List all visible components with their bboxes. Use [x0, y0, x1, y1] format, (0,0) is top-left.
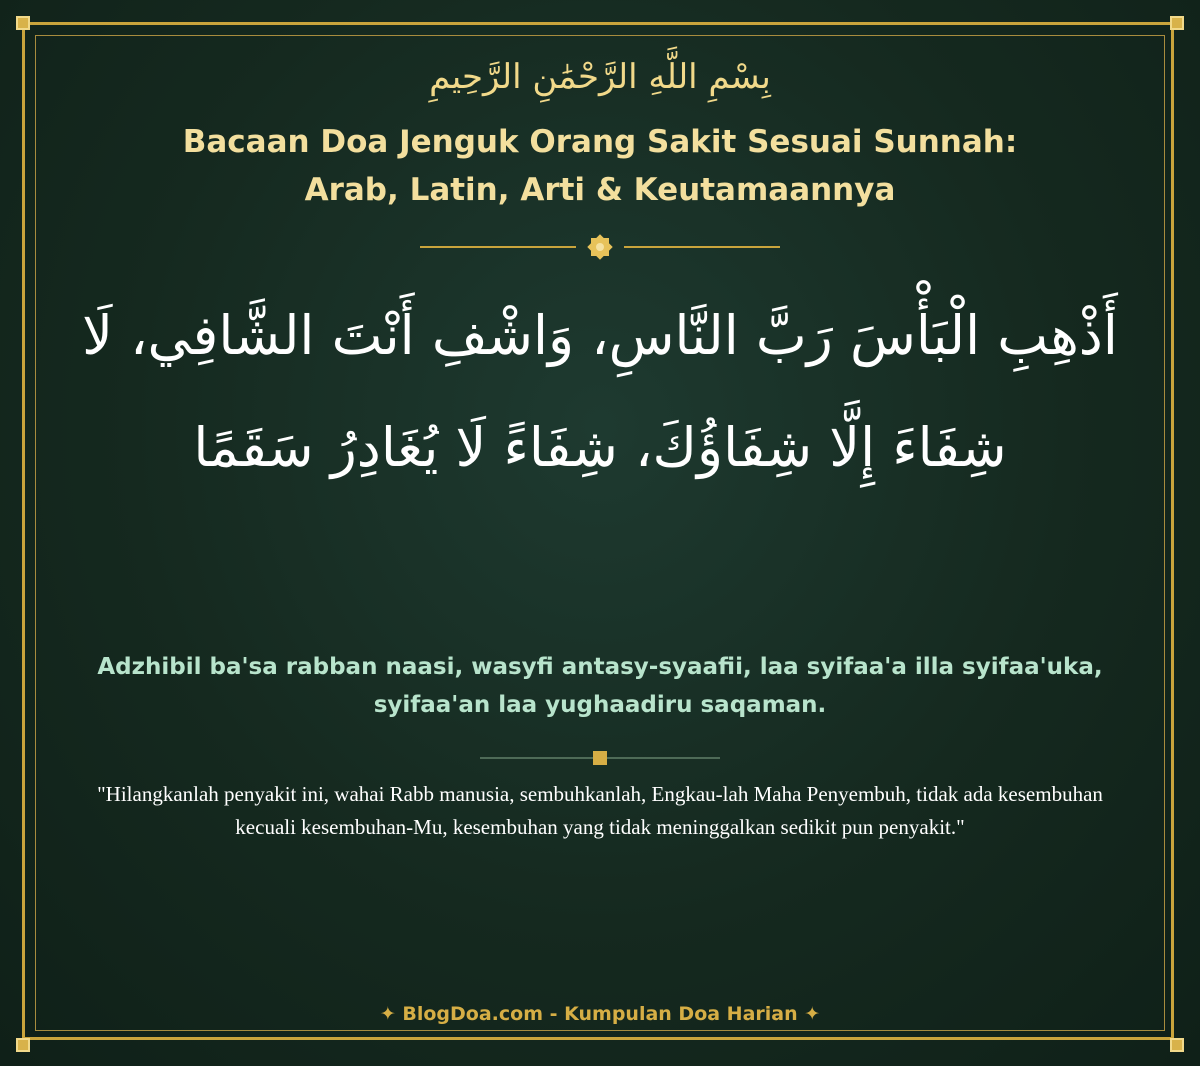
- top-divider: [420, 232, 780, 262]
- eight-point-star-icon: [587, 234, 612, 259]
- corner-ornament-icon: [1170, 16, 1184, 30]
- dua-latin-transliteration: Adzhibil ba'sa rabban naasi, wasyfi antasy-syaafii, laa syifaa'a illa syifaa'uka, syifaa'an laa yughaadiru saqaman.: [97, 654, 1103, 718]
- bottom-divider: [480, 748, 720, 768]
- title-line-1: Bacaan Doa Jenguk Orang Sakit Sesuai Sunnah:: [182, 124, 1018, 160]
- diamond-square-icon: [593, 751, 607, 765]
- dua-arabic-text: أَذْهِبِ الْبَأْسَ رَبَّ النَّاسِ، وَاشْفِ أَنْتَ الشَّافِي، لَا شِفَاءَ إِلَّا شِفَاؤُكَ، شِفَاءً لَا يُغَادِرُ سَقَمًا: [82, 304, 1118, 479]
- corner-ornament-icon: [1170, 1038, 1184, 1052]
- title-line-2: Arab, Latin, Arti & Keutamaannya: [304, 172, 896, 208]
- dua-translation: "Hilangkanlah penyakit ini, wahai Rabb manusia, sembuhkanlah, Engkau-lah Maha Penyembuh, tidak ada kesembuhan kecuali kesembuhan-Mu, kesembuhan yang tidak meninggalkan sedikit pun penyakit.": [97, 782, 1103, 839]
- footer-credit: ✦ BlogDoa.com - Kumpulan Doa Harian ✦: [379, 1003, 821, 1025]
- corner-ornament-icon: [16, 16, 30, 30]
- page-title: [100, 118, 1100, 214]
- corner-ornament-icon: [16, 1038, 30, 1052]
- bismillah-heading: بِسْمِ اللَّهِ الرَّحْمَٰنِ الرَّحِيمِ: [429, 57, 771, 97]
